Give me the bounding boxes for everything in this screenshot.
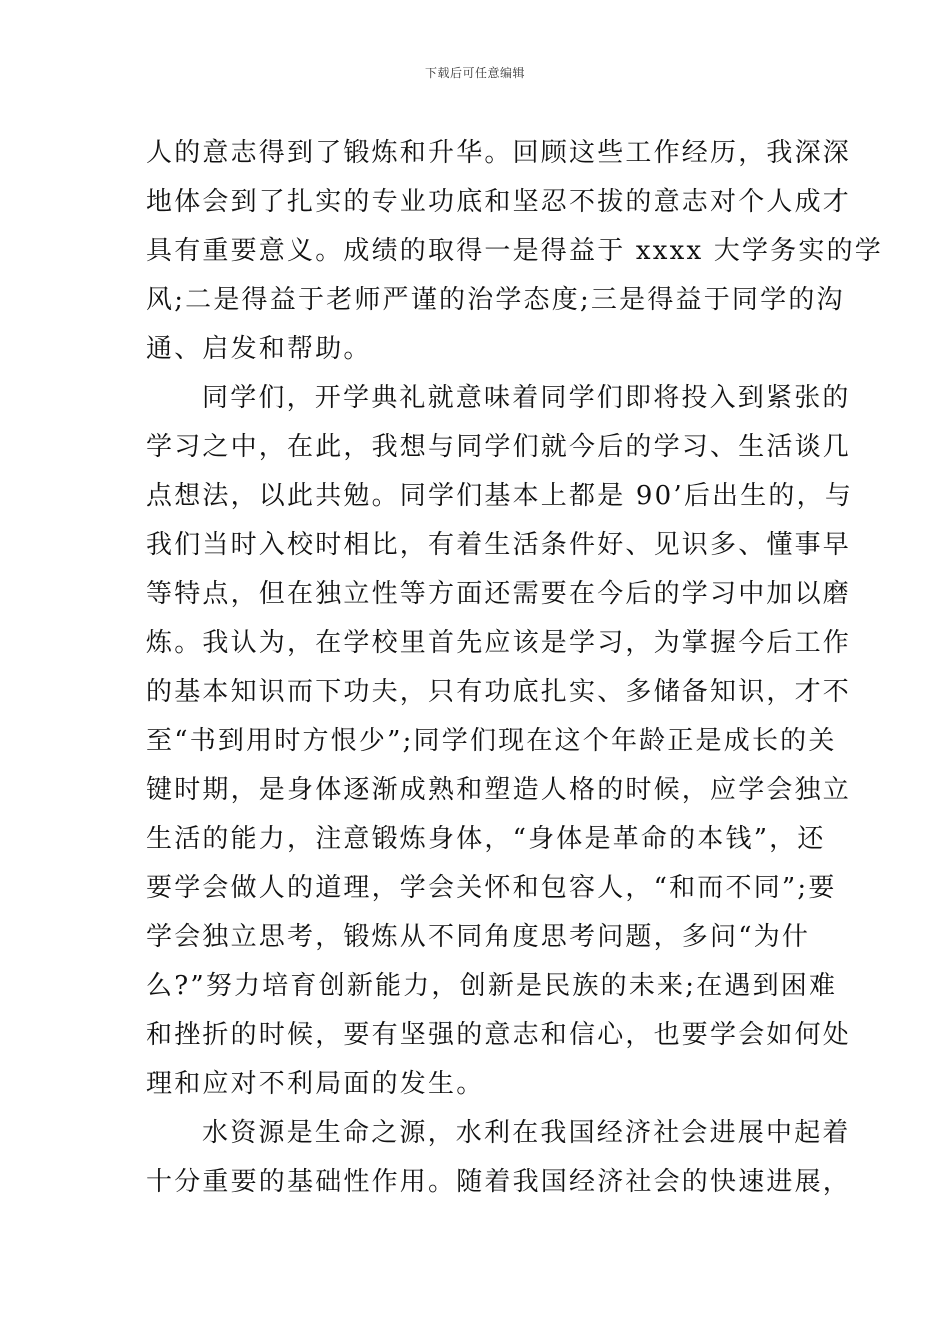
text-line: 点想法，以此共勉。同学们基本上都是 90’后出生的，与 xyxy=(146,481,854,511)
body-text xyxy=(146,129,883,1207)
paragraph-start-line: 水资源是生命之源，水利在我国经济社会进展中起着 xyxy=(202,1118,851,1148)
text-line: 通、启发和帮助。 xyxy=(146,334,372,364)
text-line: 学习之中，在此，我想与同学们就今后的学习、生活谈几 xyxy=(146,432,852,462)
text-line: 学会独立思考，锻炼从不同角度思考问题，多问“为什 xyxy=(146,922,811,952)
text-line: 生活的能力，注意锻炼身体，“身体是革命的本钱”，还 xyxy=(146,824,826,854)
text-line: 和挫折的时候，要有坚强的意志和信心，也要学会如何处 xyxy=(146,1020,852,1050)
text-line: 至“书到用时方恨少”;同学们现在这个年龄正是成长的关 xyxy=(146,726,837,756)
text-line: 等特点，但在独立性等方面还需要在今后的学习中加以磨 xyxy=(146,579,852,609)
text-line: 我们当时入校时相比，有着生活条件好、见识多、懂事早 xyxy=(146,530,852,560)
text-line: 十分重要的基础性作用。随着我国经济社会的快速进展， xyxy=(146,1167,852,1197)
text-line: 么?”努力培育创新能力，创新是民族的未来;在遇到困难 xyxy=(146,971,838,1001)
text-line: 的基本知识而下功夫，只有功底扎实、多储备知识，才不 xyxy=(146,677,852,707)
text-line: 具有重要意义。成绩的取得一是得益于 xxxx 大学务实的学 xyxy=(146,236,883,266)
text-line: 人的意志得到了锻炼和升华。回顾这些工作经历，我深深 xyxy=(146,138,852,168)
text-line: 要学会做人的道理，学会关怀和包容人，“和而不同”;要 xyxy=(146,873,837,903)
paragraph-start-line: 同学们，开学典礼就意味着同学们即将投入到紧张的 xyxy=(202,383,851,413)
text-line: 炼。我认为，在学校里首先应该是学习，为掌握今后工作 xyxy=(146,628,852,658)
header-note: 下载后可任意编辑 xyxy=(424,66,525,80)
text-line: 理和应对不利局面的发生。 xyxy=(146,1069,485,1099)
text-line: 地体会到了扎实的专业功底和坚忍不拔的意志对个人成才 xyxy=(146,187,852,217)
text-line: 风;二是得益于老师严谨的治学态度;三是得益于同学的沟 xyxy=(146,285,845,315)
text-line: 键时期，是身体逐渐成熟和塑造人格的时候，应学会独立 xyxy=(146,775,852,805)
